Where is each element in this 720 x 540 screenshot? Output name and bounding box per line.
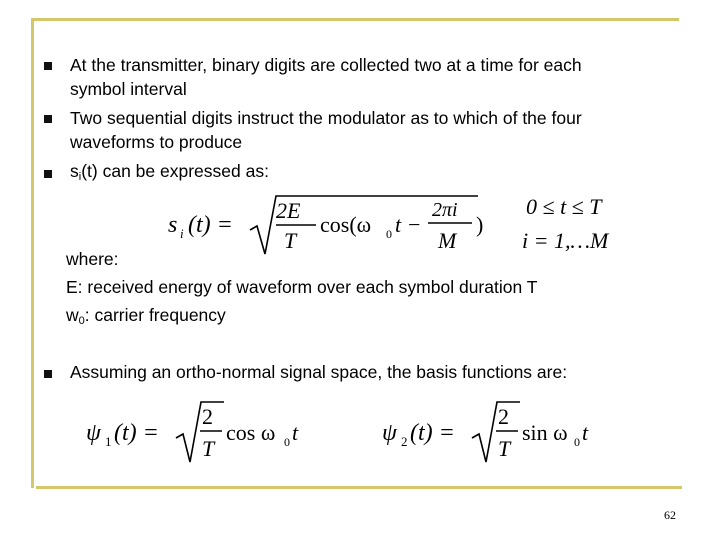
w-description: : carrier frequency: [84, 305, 226, 325]
bullet-3-text: [70, 159, 269, 189]
eq-si-func-sub: 0: [386, 227, 392, 241]
where-block: [66, 245, 537, 335]
eq-psi1-sqrt: [176, 402, 224, 462]
eq-si-lhs-sub: i: [180, 226, 184, 241]
eq-psi2-arg: (t) =: [410, 420, 455, 446]
eq-psi1-func-rest: t: [292, 420, 299, 445]
equation-psi1: [80, 396, 350, 466]
eq-psi2-num: 2: [498, 404, 509, 429]
bullet-2-line-1: Two sequential digits instruct the modulator as to which of the four: [70, 108, 582, 128]
where-frequency: [66, 301, 537, 335]
eq-si-lhs-arg: (t) =: [188, 212, 233, 238]
eq-psi2-func: sin ω: [522, 420, 568, 445]
eq-psi2-func-sub: 0: [574, 435, 580, 449]
slide-frame-bottom: [36, 486, 682, 489]
eq-si-frac-den: M: [438, 228, 457, 253]
bullet-marker: [44, 370, 52, 378]
bullet-marker: [44, 115, 52, 123]
eq-si-close: ): [476, 212, 484, 237]
eq-psi1-den: T: [202, 436, 215, 461]
bullet-2-line-2: waveforms to produce: [70, 132, 243, 152]
eq-si-func-rest: t −: [395, 212, 422, 237]
slide-frame-top: [31, 18, 679, 21]
si-subscript: i: [78, 171, 82, 183]
si-symbol: s: [70, 161, 79, 181]
bullet-2-text: [70, 106, 582, 154]
eq-si-func: cos(ω: [320, 212, 372, 237]
bullet-marker: [44, 170, 52, 178]
eq-psi1-func-sub: 0: [284, 435, 290, 449]
eq-si-lhs: s: [168, 212, 178, 238]
eq-si-num: 2E: [276, 198, 301, 223]
eq-psi2-sub: 2: [401, 434, 408, 449]
eq-psi2-symbol: ψ: [382, 420, 397, 446]
eq-si-cond-2: i = 1,…M: [522, 228, 609, 253]
eq-psi1-num: 2: [202, 404, 213, 429]
where-energy: E: received energy of waveform over each symbol duration T: [66, 277, 538, 297]
slide-frame-left: [31, 18, 34, 488]
bullet-marker: [44, 62, 52, 70]
equation-psi2: [376, 396, 626, 466]
si-description: (t) can be expressed as:: [81, 161, 269, 181]
eq-psi1-symbol: ψ: [86, 420, 101, 446]
eq-psi1-arg: (t) =: [114, 420, 159, 446]
bullet-1-text: [70, 53, 582, 101]
where-title: where:: [66, 249, 119, 269]
bullet-1-line-1: At the transmitter, binary digits are collected two at a time for each: [70, 55, 582, 75]
w-subscript: 0: [78, 315, 85, 327]
eq-psi2-func-rest: t: [582, 420, 589, 445]
eq-psi2-den: T: [498, 436, 511, 461]
eq-si-frac-num: 2πi: [432, 199, 458, 221]
eq-psi1-sub: 1: [105, 434, 112, 449]
eq-psi1-func: cos ω: [226, 420, 276, 445]
eq-si-cond-1: 0 ≤ t ≤ T: [526, 194, 602, 219]
eq-si-den: T: [284, 228, 297, 253]
w-symbol: w: [66, 305, 79, 325]
bullet-1-line-2: symbol interval: [70, 79, 187, 99]
page-number: 62: [664, 508, 676, 522]
eq-psi2-sqrt: [472, 402, 520, 462]
bullet-4-text: Assuming an ortho-normal signal space, the basis functions are:: [70, 362, 568, 382]
